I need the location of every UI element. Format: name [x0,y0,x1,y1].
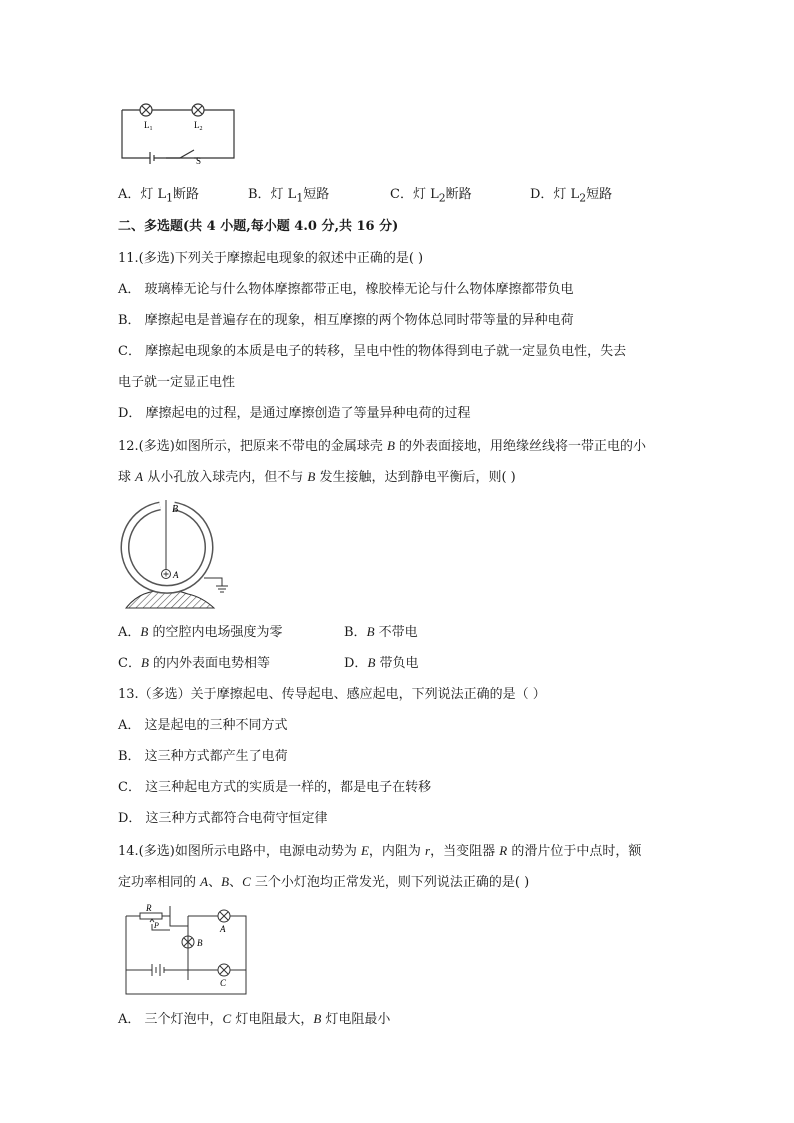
q12-option-a: A．B 的空腔内电场强度为零 [118,624,283,640]
q11-option-a: A． 玻璃棒无论与什么物体摩擦都带正电，橡胶棒无论与什么物体摩擦都带负电 [118,282,574,297]
q14-stem-line2: 定功率相同的 A、B、C 三个小灯泡均正常发光，则下列说法正确的是( ) [118,874,530,890]
q11-option-d: D． 摩擦起电的过程，是通过摩擦创造了等量异种电荷的过程 [118,406,471,421]
q11-stem: 11.(多选)下列关于摩擦起电现象的叙述中正确的是( ) [118,251,424,266]
q13-option-d: D． 这三种方式都符合电荷守恒定律 [118,811,328,826]
q13-option-a: A． 这是起电的三种不同方式 [118,718,288,733]
q11-option-c-continued: 电子就一定显正电性 [118,375,236,390]
svg-text:L2: $L_2$ [194,120,203,132]
section-title: 二、多选题(共 4 小题,每小题 4.0 分,共 16 分) [118,219,399,234]
svg-text:P: P [154,921,159,930]
svg-text:L1: $L_1$ [144,120,153,132]
q11-option-c: C． 摩擦起电现象的本质是电子的转移，呈电中性的物体得到电子就一定显负电性，失去 [118,344,627,359]
q11-option-b: B． 摩擦起电是普遍存在的现象，相互摩擦的两个物体总同时带等量的异种电荷 [118,313,574,328]
q13-stem: 13.（多选）关于摩擦起电、传导起电、感应起电，下列说法正确的是（ ） [118,687,546,702]
circuit-figure-l1-l2 [118,96,238,164]
q14-option-a: A． 三个灯泡中，C 灯电阻最大，B 灯电阻最小 [118,1011,391,1027]
q12-option-b: B．B 不带电 [344,624,418,640]
ball-label: A [173,570,179,580]
q12-option-d: D．B 带负电 [344,655,419,671]
spherical-shell-figure [118,498,238,610]
q13-option-b: B． 这三种方式都产生了电荷 [118,749,288,764]
rheostat-icon [140,913,162,919]
q10-option-b: B．灯 $L_1$短路 [248,187,330,205]
svg-text:R: R [146,903,152,913]
q12-option-c: C．B 的内外表面电势相等 [118,655,271,671]
battery-icon [152,964,164,976]
svg-text:C: C [220,978,227,988]
q10-option-a: A．灯 $L_1$断路 [118,187,200,205]
q14-stem-line1: 14.(多选)如图所示电路中，电源电动势为 E，内阻为 r，当变阻器 R 的滑片位于中点时，额 [118,843,642,859]
q12-stem-line2: 球 A 从小孔放入球壳内，但不与 B 发生接触，达到静电平衡后，则( ) [118,469,516,485]
q13-option-c: C． 这三种起电方式的实质是一样的，都是电子在转移 [118,780,432,795]
svg-text:B: B [197,938,203,948]
circuit-figure-abc [120,902,250,998]
q10-option-d: D．灯 $L_2$短路 [530,187,613,205]
battery-icon [150,152,154,164]
switch-icon [180,150,194,158]
ground-icon [216,586,228,592]
shell-label: B [172,504,179,515]
q10-option-c: C．灯 $L_2$断路 [390,187,472,205]
q12-stem-line1: 12.(多选)如图所示，把原来不带电的金属球壳 B 的外表面接地，用绝缘丝线将一带正电的小 [118,438,647,454]
svg-text:A: A [220,924,226,934]
switch-label: S [196,156,202,164]
